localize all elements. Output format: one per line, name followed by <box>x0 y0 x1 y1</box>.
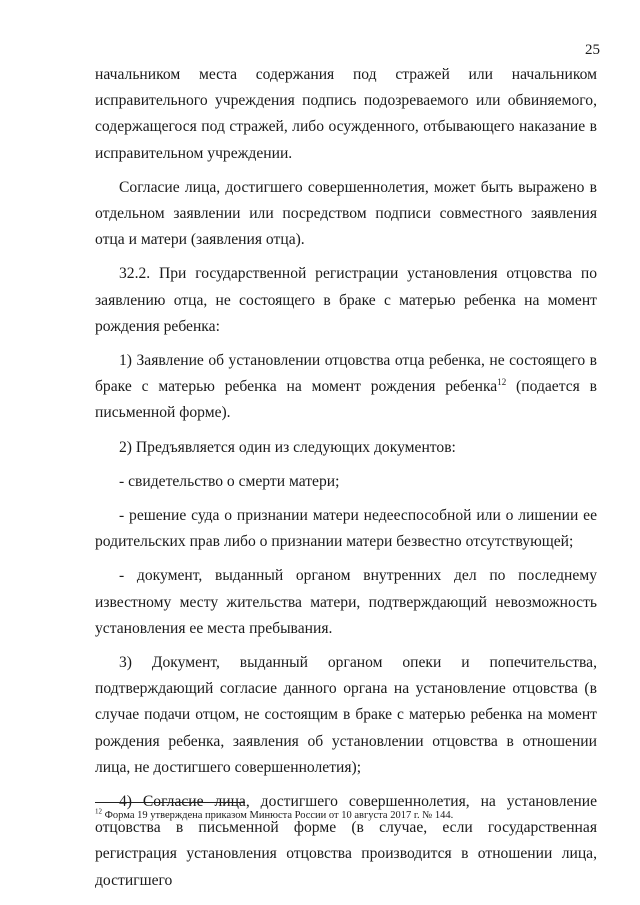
paragraph-signature: начальником места содержания под стражей или начальником исправительного учреждения подпись подозреваемого или обвиняемого, содержащегося под стражей, либо осужденного, отбывающего наказание в исправительном учреждении. <box>95 66 597 162</box>
list-item-4: 4) Согласие лица, достигшего совершеннолетия, на установление отцовства в письменной форме (в случае, если государственная регистрация установления отцовства производится в отношении лица, достигшего <box>95 793 597 889</box>
list-item-2: 2) Предъявляется один из следующих документов: <box>119 438 456 456</box>
paragraph-consent: Согласие лица, достигшего совершеннолетия, может быть выражено в отдельном заявлении или посредством подписи совместного заявления отца и матери (заявления отца). <box>95 178 597 249</box>
page-number: 25 <box>585 42 600 58</box>
paragraph-32-2: 32.2. При государственной регистрации установления отцовства по заявлению отца, не состоящего в браке с матерью ребенка на момент рождения ребенка: <box>95 265 597 335</box>
list-item-1-text: 1) Заявление об установлении отцовства отца ребенка, не состоящего в браке с матерью ребенка на момент рождения ребенка <box>95 352 597 396</box>
footnote <box>95 809 453 823</box>
list-subitem-death-certificate: - свидетельство о смерти матери; <box>119 472 340 490</box>
list-item-3: 3) Документ, выданный органом опеки и попечительства, подтверждающий согласие данного органа на установление отцовства (в случае подачи отцом, не состоящим в браке с матерью ребенка на момент рождения ребенка, заявления об установлении отцовства в отношении лица, не достигшего совершеннолетия); <box>95 654 597 776</box>
footnote-reference: 12 <box>497 377 507 388</box>
list-subitem-court-decision: - решение суда о признании матери недееспособной или о лишении ее родительских прав либо о признании матери безвестно отсутствующей; <box>95 507 597 551</box>
footnote-number: 12 <box>95 807 102 816</box>
document-body <box>95 62 597 902</box>
footnote-text: Форма 19 утверждена приказом Минюста России от 10 августа 2017 г. № 144. <box>102 810 454 821</box>
list-item-1-tail: (подается в письменной форме). <box>95 378 597 422</box>
footnote-divider <box>95 802 245 803</box>
list-item-1 <box>95 348 597 427</box>
list-subitem-police-document: - документ, выданный органом внутренних дел по последнему известному месту жительства матери, подтверждающий невозможность установления ее места пребывания. <box>95 567 597 637</box>
